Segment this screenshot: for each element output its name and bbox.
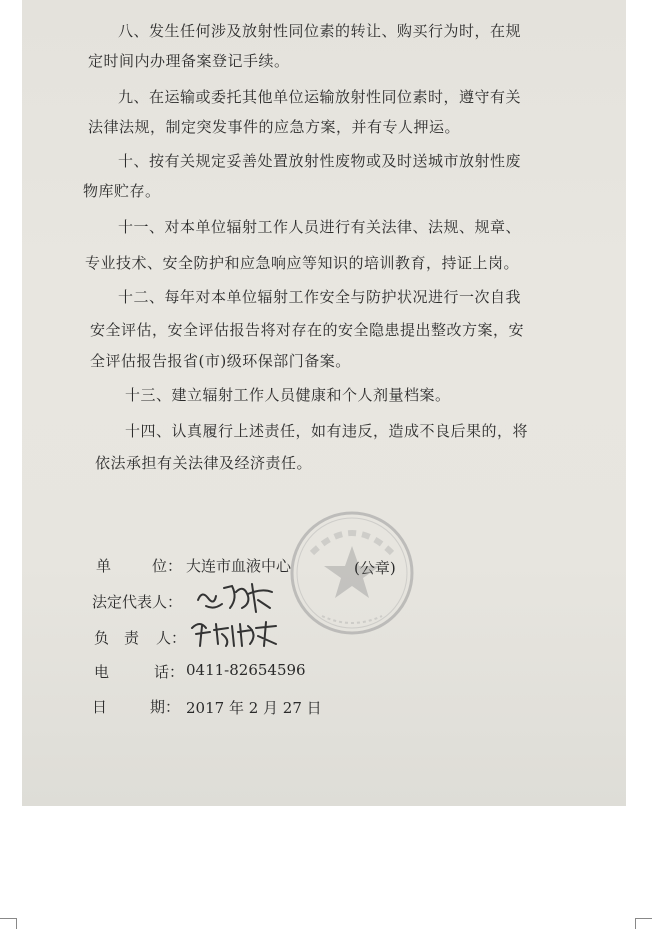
paragraph-12-line-1: 十二、每年对本单位辐射工作安全与防护状况进行一次自我 [118,288,522,306]
crop-mark-bottom-left [0,918,17,929]
unit-label-suffix: 位： [152,557,183,575]
paragraph-10-line-2: 物库贮存。 [83,182,161,200]
unit-value: 大连市血液中心 [186,557,292,575]
responsible-label-2: 责 [124,629,140,647]
legal-representative-label: 法定代表人： [92,593,183,611]
phone-value: 0411-82654596 [186,661,306,679]
paragraph-9-line-1: 九、在运输或委托其他单位运输放射性同位素时，遵守有关 [118,88,522,106]
paragraph-9-line-2: 法律法规，制定突发事件的应急方案，并有专人押运。 [88,118,461,136]
date-label: 日 [92,698,108,716]
date-value: 2017 年 2 月 27 日 [186,699,322,717]
paragraph-10-line-1: 十、按有关规定妥善处置放射性废物或及时送城市放射性废 [118,152,522,170]
paragraph-8-line-2: 定时间内办理备案登记手续。 [88,52,290,70]
unit-label: 单 [96,557,112,575]
seal-note: (公章) [354,559,396,577]
paragraph-11-line-1: 十一、对本单位辐射工作人员进行有关法律、法规、规章、 [118,218,522,236]
paragraph-14-line-2: 依法承担有关法律及经济责任。 [95,454,313,472]
paragraph-11-line-2: 专业技术、安全防护和应急响应等知识的培训教育，持证上岗。 [85,254,520,272]
paragraph-8-line-1: 八、发生任何涉及放射性同位素的转让、购买行为时，在规 [118,22,522,40]
legal-representative-signature-icon [192,578,282,618]
official-seal-icon [287,508,417,638]
responsible-label-3: 人： [156,629,187,647]
date-label-suffix: 期： [150,698,181,716]
responsible-signature-icon [188,616,283,652]
phone-label-suffix: 话： [154,663,185,681]
document-photo [22,0,626,806]
paragraph-13-line-1: 十三、建立辐射工作人员健康和个人剂量档案。 [125,386,451,404]
paragraph-12-line-3: 全评估报告报省(市)级环保部门备案。 [90,352,351,370]
crop-mark-bottom-right [635,918,652,929]
responsible-label: 负 [94,629,110,647]
paragraph-14-line-1: 十四、认真履行上述责任，如有违反，造成不良后果的，将 [125,422,529,440]
phone-label: 电 [94,663,110,681]
paragraph-12-line-2: 安全评估，安全评估报告将对存在的安全隐患提出整改方案，安 [90,321,525,339]
